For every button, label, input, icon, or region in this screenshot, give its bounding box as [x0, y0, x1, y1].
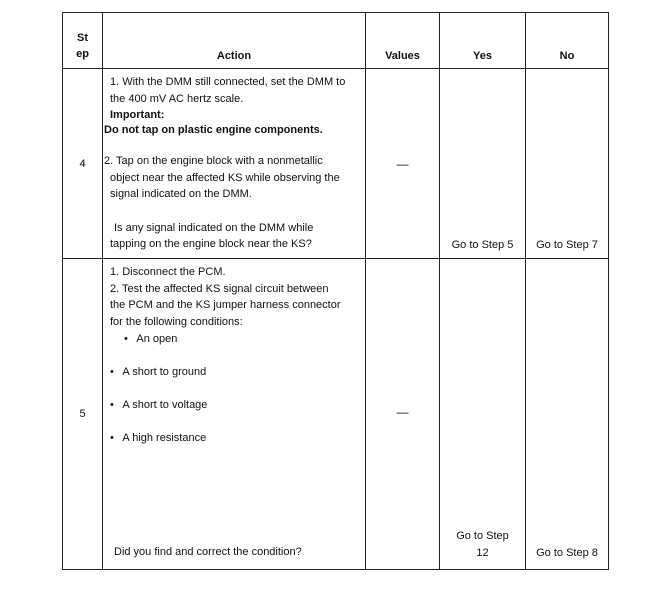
step-number: 5 — [79, 408, 86, 420]
yes-cell — [440, 69, 526, 259]
action-text: object near the affected KS while observing the — [110, 172, 340, 184]
header-step — [63, 13, 103, 69]
action-text: signal indicated on the DMM. — [110, 188, 252, 200]
bullet-item: • A short to ground — [110, 366, 207, 378]
question-text: Is any signal indicated on the DMM while — [114, 222, 314, 234]
warning-text: Do not tap on plastic engine components. — [104, 124, 323, 136]
bullet-item: • An open — [124, 333, 178, 345]
header-values-label: Values — [385, 50, 420, 62]
header-action — [103, 13, 366, 69]
header-values — [366, 13, 440, 69]
values-cell — [366, 69, 440, 259]
yes-answer: Go to Step — [456, 530, 509, 542]
values-text: — — [396, 405, 409, 419]
header-no — [526, 13, 609, 69]
header-yes — [440, 13, 526, 69]
no-answer: Go to Step 7 — [536, 239, 598, 251]
header-no-label: No — [559, 50, 575, 62]
header-step-line2: ep — [76, 48, 89, 60]
action-text: 2. Tap on the engine block with a nonmetallic — [104, 155, 323, 167]
header-row — [63, 13, 609, 69]
no-cell — [526, 259, 609, 570]
step-number: 4 — [79, 158, 86, 170]
question-text: Did you find and correct the condition? — [114, 546, 302, 558]
bullet-text: A short to voltage — [122, 399, 208, 411]
header-action-label: Action — [216, 50, 252, 62]
action-cell — [103, 69, 366, 259]
step-cell — [63, 69, 103, 259]
step-cell — [63, 259, 103, 570]
yes-cell — [440, 259, 526, 570]
yes-answer: Go to Step 5 — [451, 239, 514, 251]
values-cell — [366, 259, 440, 570]
bullet-text: A short to ground — [122, 366, 207, 378]
yes-answer: 12 — [476, 547, 489, 559]
bullet-item: • A short to voltage — [110, 399, 208, 411]
diagnostic-table — [62, 12, 609, 570]
action-text: 1. Disconnect the PCM. — [110, 266, 226, 278]
question-text: tapping on the engine block near the KS? — [110, 238, 312, 250]
action-text: 2. Test the affected KS signal circuit between — [110, 283, 329, 295]
header-step-line1: St — [77, 32, 88, 44]
header-yes-label: Yes — [473, 50, 492, 62]
no-cell — [526, 69, 609, 259]
action-text: for the following conditions: — [110, 316, 243, 328]
bullet-item: • A high resistance — [110, 432, 207, 444]
action-cell — [103, 259, 366, 570]
important-label: Important: — [110, 109, 165, 121]
action-text: the 400 mV AC hertz scale. — [110, 93, 244, 105]
action-text: the PCM and the KS jumper harness connector — [110, 299, 341, 311]
table-row-step-5 — [63, 259, 609, 570]
no-answer: Go to Step 8 — [536, 547, 598, 559]
values-text: — — [396, 157, 409, 171]
bullet-text: An open — [136, 333, 178, 345]
action-text: 1. With the DMM still connected, set the DMM to — [110, 76, 346, 88]
table-row-step-4 — [63, 69, 609, 259]
bullet-text: A high resistance — [122, 432, 207, 444]
